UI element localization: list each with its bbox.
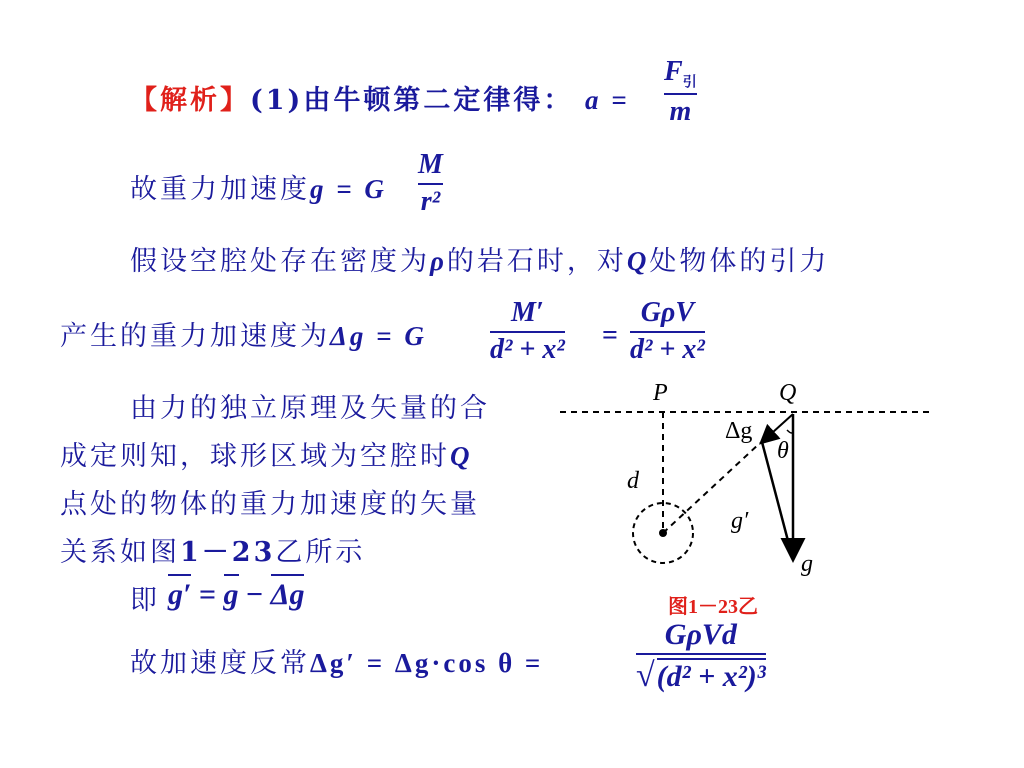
para-line-3: 点处的物体的重力加速度的矢量 (60, 489, 480, 520)
text: 产生的重力加速度为 (60, 321, 330, 352)
label-delta-g: Δg (725, 418, 753, 444)
fraction-den: r² (420, 185, 441, 217)
q-symbol: Q (450, 441, 473, 471)
vector-diagram (555, 378, 935, 618)
fraction-num: $F_引$ (664, 56, 697, 91)
fraction-bar (664, 93, 697, 95)
fraction-den: d² + x² (630, 333, 705, 365)
fig-ref: 1－23 (180, 537, 276, 568)
fraction-bar (630, 331, 705, 333)
formula: Δg′ = Δg·cos θ = (310, 648, 544, 678)
line-vector-eq (130, 587, 160, 614)
fraction-bar (418, 183, 443, 185)
fraction-num: GρVd (664, 618, 737, 651)
equals-sign: = (602, 320, 618, 351)
part-label: (1)由牛顿第二定律得： (250, 85, 574, 116)
para-line-1: 由力的独立原理及矢量的合 (130, 393, 490, 424)
fraction-bar (490, 331, 565, 333)
sqrt-body: (d² + x²)³ (656, 660, 766, 694)
line-assume (130, 248, 829, 275)
fraction-m-prime (490, 298, 565, 366)
text: 的岩石时，对 (446, 246, 627, 277)
label-d: d (627, 468, 639, 494)
fraction-num: M (418, 149, 443, 180)
header-line (130, 87, 630, 114)
text: 故加速度反常 (130, 648, 310, 679)
equals: = (198, 578, 217, 611)
text: 成定则知，球形区域为空腔时 (60, 441, 450, 472)
para-line-4 (60, 539, 365, 566)
fraction-anomaly (636, 618, 766, 694)
figure-caption: 图1－23乙 (668, 596, 758, 618)
formula: Δg = G (330, 321, 427, 351)
vector-g: g (224, 574, 239, 611)
fraction-num: M′ (510, 297, 544, 328)
formula: g = G (310, 174, 387, 204)
line-delta-g (60, 323, 427, 350)
minus: − (246, 578, 264, 611)
fraction-bar (636, 653, 766, 655)
text: 假设空腔处存在密度为 (130, 246, 430, 277)
label-g: g (801, 551, 813, 577)
label-theta: θ (777, 438, 789, 464)
fraction-g-rho-v (630, 298, 705, 366)
text: 即 (130, 585, 160, 616)
label-g-prime: g′ (731, 508, 749, 534)
vector-equation (168, 578, 304, 612)
fraction-m-over-r2 (418, 150, 443, 218)
label-p: P (653, 380, 668, 406)
fraction-f-over-m (664, 57, 697, 128)
sqrt-icon: √ (636, 657, 655, 694)
label-q: Q (779, 380, 797, 406)
vector-delta-g: Δg (271, 574, 305, 611)
fraction-den (636, 657, 766, 694)
q-symbol: Q (626, 246, 650, 276)
analysis-tag: 【解析】 (130, 85, 250, 116)
vector-g-prime: g′ (168, 574, 191, 611)
text: 关系如图 (60, 537, 180, 568)
line-anomaly (130, 650, 543, 677)
formula-a: a = (584, 85, 630, 115)
rho: ρ (430, 246, 447, 276)
para-line-2 (60, 443, 473, 470)
fraction-den: d² + x² (490, 333, 565, 365)
text: 处物体的引力 (649, 246, 830, 277)
fraction-den: m (669, 95, 692, 127)
line-gravity-acc (130, 176, 387, 203)
text: 乙所示 (275, 537, 366, 568)
fraction-num: GρV (640, 297, 695, 328)
text: 故重力加速度 (130, 174, 310, 205)
